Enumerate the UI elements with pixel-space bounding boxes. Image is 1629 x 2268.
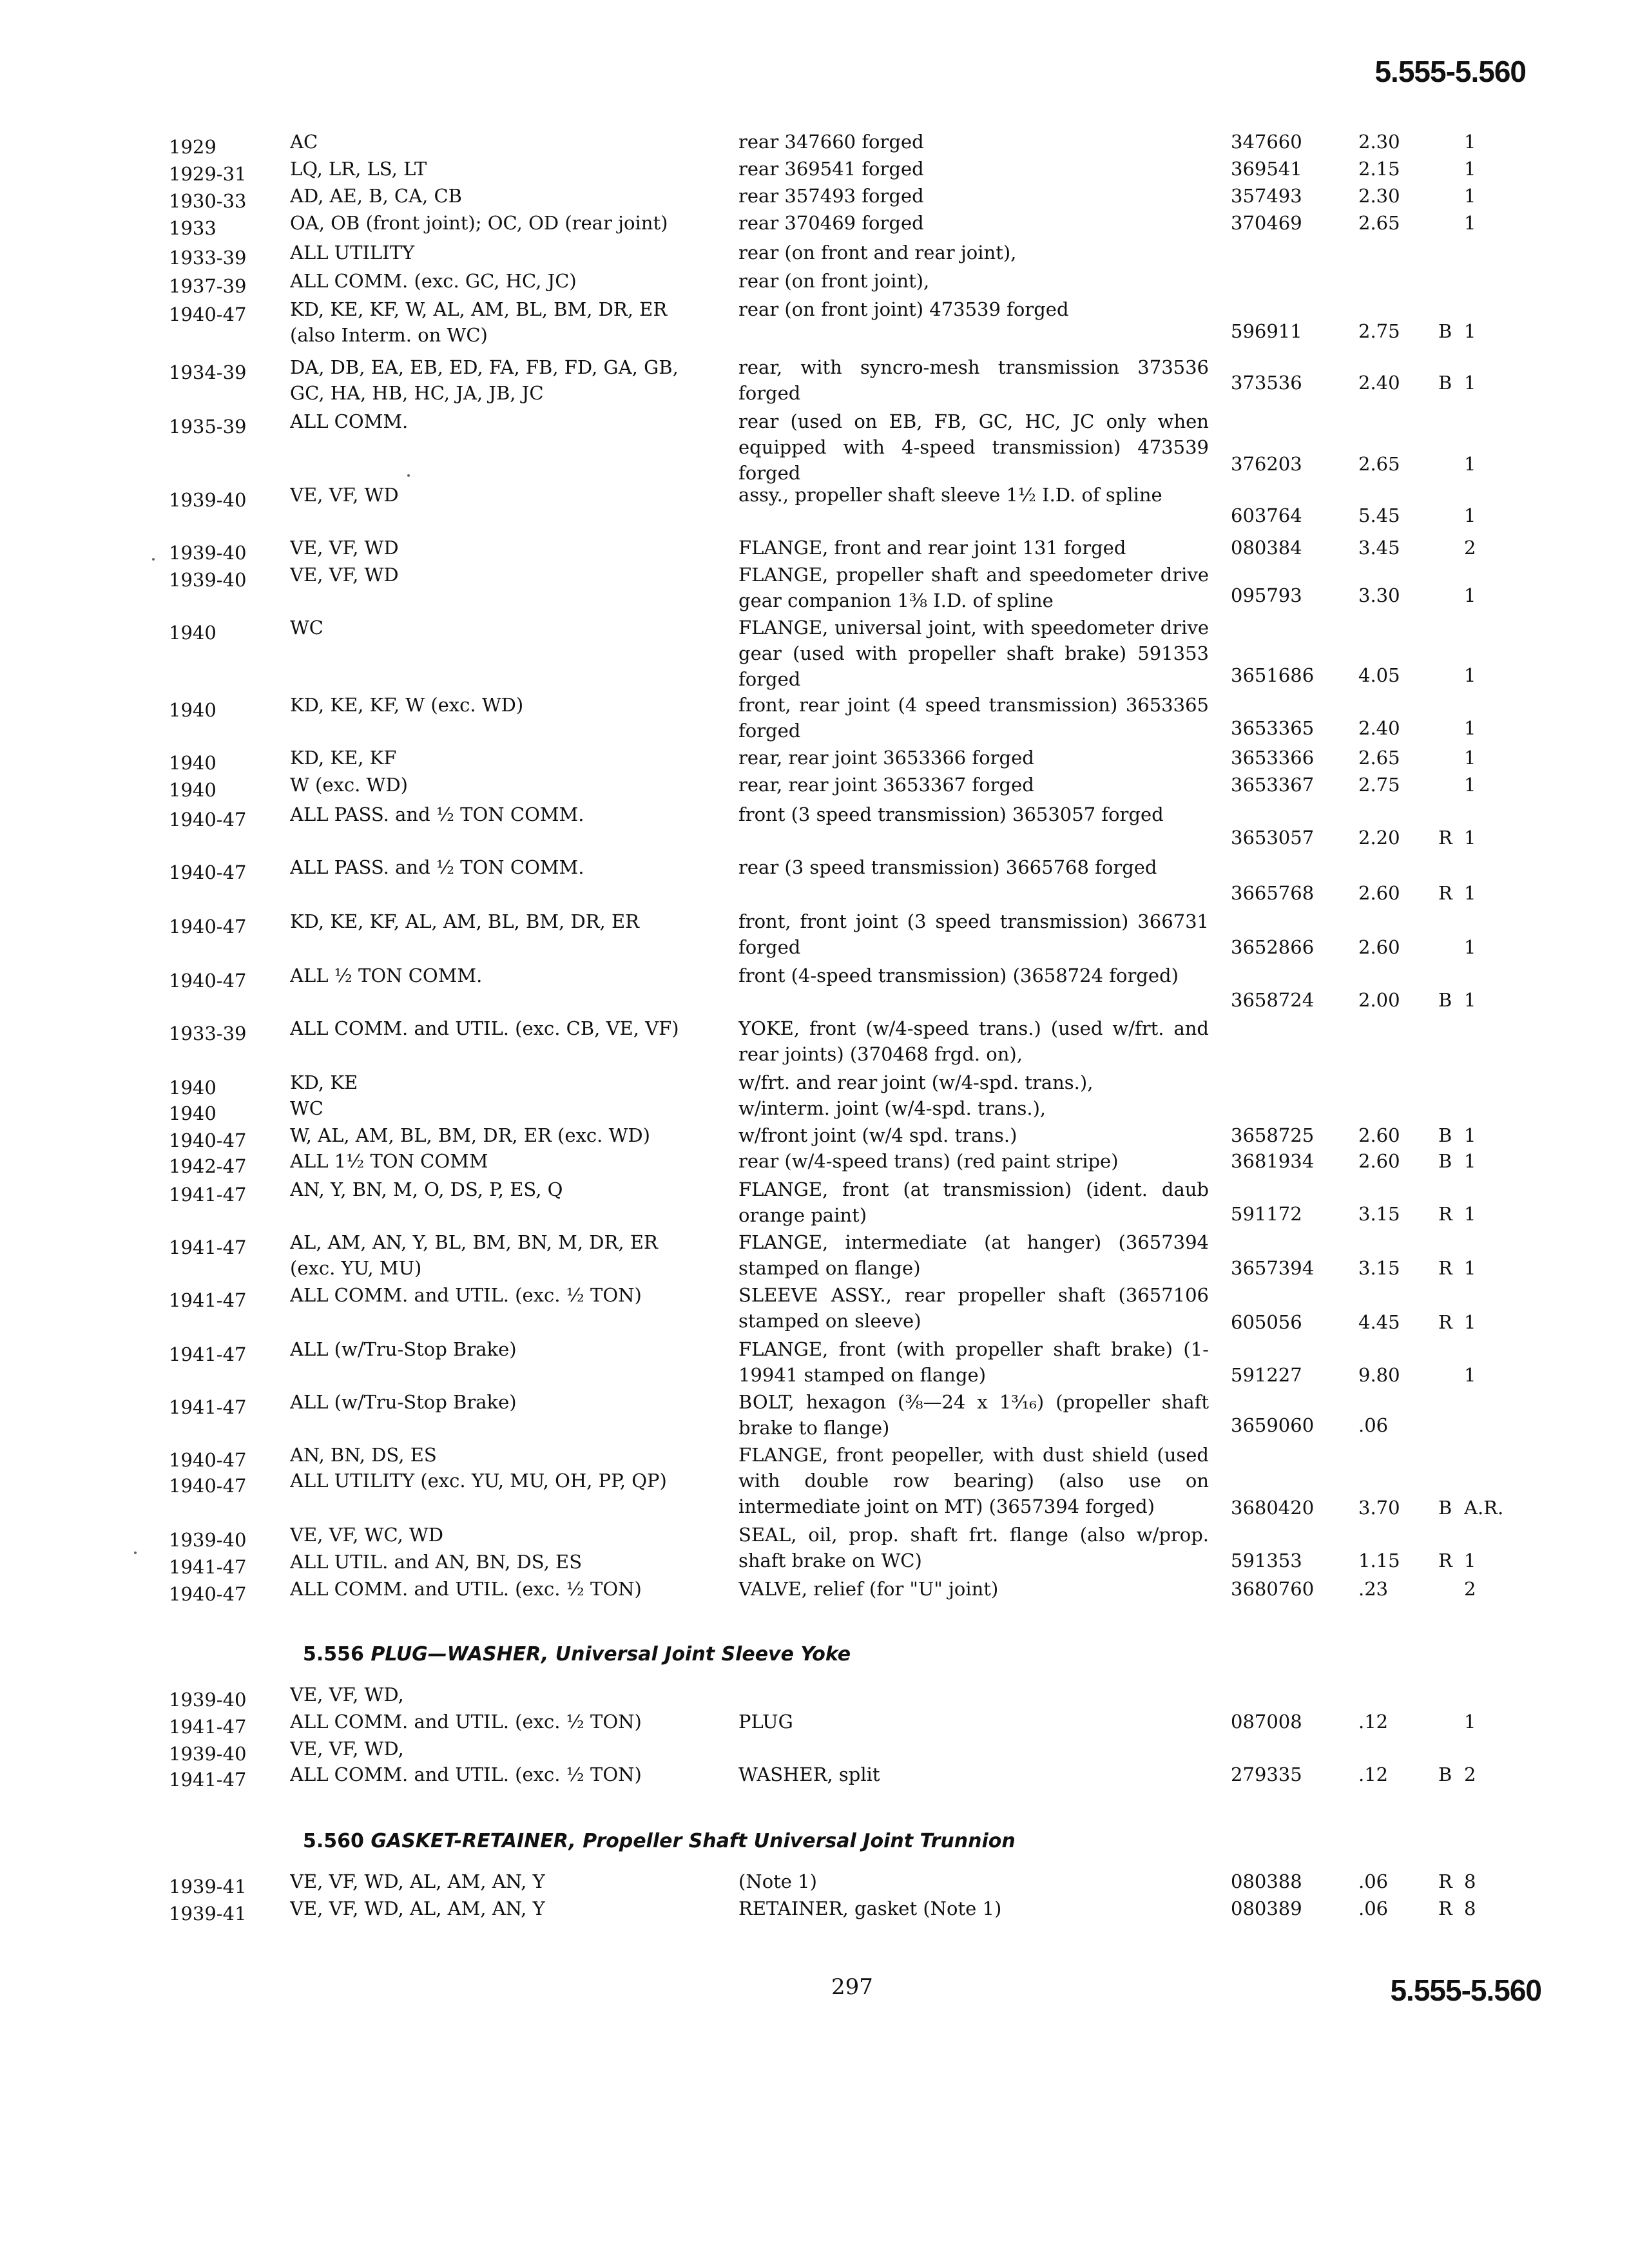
row-price: 2.75 xyxy=(1358,774,1400,796)
row-models: KD, KE, KF, W (exc. WD) xyxy=(290,694,524,716)
row-year: 1940 xyxy=(169,752,217,774)
row-part-number: 373536 xyxy=(1231,372,1302,394)
row-price: 2.30 xyxy=(1358,131,1400,153)
row-year: 1935-39 xyxy=(169,416,247,437)
row-price: 3.30 xyxy=(1358,584,1400,606)
row-models: ALL COMM. xyxy=(290,410,409,432)
row-quantity: 2 xyxy=(1464,1763,1476,1785)
row-quantity: 1 xyxy=(1464,584,1476,606)
row-price: .12 xyxy=(1358,1711,1389,1733)
row-price: 2.40 xyxy=(1358,717,1400,739)
row-description: rear, rear joint 3653366 forged xyxy=(738,747,1034,769)
row-description: SLEEVE ASSY., rear propeller shaft (3657106 stamped on sleeve) xyxy=(738,1284,1209,1332)
row-quantity: 1 xyxy=(1464,185,1476,207)
row-models: OA, OB (front joint); OC, OD (rear joint) xyxy=(290,212,668,234)
row-quantity: 1 xyxy=(1464,1364,1476,1386)
row-description: rear 347660 forged xyxy=(738,131,924,153)
row-part-number: 591172 xyxy=(1231,1203,1302,1225)
row-quantity: 1 xyxy=(1464,1150,1476,1172)
row-price: 2.75 xyxy=(1358,320,1400,342)
row-price: 2.30 xyxy=(1358,185,1400,207)
row-models: WC xyxy=(290,617,323,639)
row-price: 9.80 xyxy=(1358,1364,1400,1386)
row-description: rear 370469 forged xyxy=(738,212,924,234)
row-description: w/front joint (w/4 spd. trans.) xyxy=(738,1124,1017,1146)
row-note: R xyxy=(1438,1550,1452,1571)
row-price: 2.60 xyxy=(1358,936,1400,958)
row-quantity: 1 xyxy=(1464,1257,1476,1279)
row-part-number: 596911 xyxy=(1231,320,1302,342)
row-description: FLANGE, propeller shaft and speedometer drive gear companion 1⅜ I.D. of spline xyxy=(738,564,1209,611)
row-year: 1930-33 xyxy=(169,190,247,212)
row-price: 4.05 xyxy=(1358,664,1400,686)
row-quantity: 1 xyxy=(1464,882,1476,904)
row-description: (Note 1) xyxy=(738,1870,817,1892)
row-models: W, AL, AM, BL, BM, DR, ER (exc. WD) xyxy=(290,1124,650,1146)
row-part-number: 3680420 xyxy=(1231,1497,1315,1519)
row-part-number: 591353 xyxy=(1231,1550,1302,1571)
row-models: ALL (w/Tru-Stop Brake) xyxy=(290,1391,517,1413)
row-part-number: 603764 xyxy=(1231,505,1302,526)
row-description: rear (3 speed transmission) 3665768 forged xyxy=(738,856,1157,878)
row-part-number: 3659060 xyxy=(1231,1414,1315,1436)
row-quantity: 1 xyxy=(1464,372,1476,394)
row-description: front, rear joint (4 speed transmission) 3653365 forged xyxy=(738,694,1209,742)
row-part-number: 3653367 xyxy=(1231,774,1315,796)
row-part-number: 3652866 xyxy=(1231,936,1315,958)
row-price: .06 xyxy=(1358,1898,1389,1919)
row-models: VE, VF, WD, xyxy=(290,1684,404,1706)
row-part-number: 376203 xyxy=(1231,453,1302,475)
row-quantity: 8 xyxy=(1464,1870,1476,1892)
row-description: FLANGE, intermediate (at hanger) (3657394 stamped on flange) xyxy=(738,1231,1209,1279)
section-title-text: GASKET-RETAINER, Propeller Shaft Universal Joint Trunnion xyxy=(371,1830,1016,1852)
row-year: 1942-47 xyxy=(169,1155,247,1177)
row-quantity: 1 xyxy=(1464,320,1476,342)
row-quantity: 1 xyxy=(1464,1550,1476,1571)
row-part-number: 3651686 xyxy=(1231,664,1315,686)
row-quantity: 1 xyxy=(1464,747,1476,769)
row-description: rear (on front and rear joint), xyxy=(738,242,1017,264)
row-year: 1940-47 xyxy=(169,1449,247,1471)
row-quantity: 1 xyxy=(1464,827,1476,849)
row-quantity: A.R. xyxy=(1464,1497,1504,1519)
row-year: 1940-47 xyxy=(169,1583,247,1605)
row-models: AL, AM, AN, Y, BL, BM, BN, M, DR, ER (exc. YU, MU) xyxy=(290,1231,658,1279)
row-models: ALL PASS. and ½ TON COMM. xyxy=(290,856,584,878)
row-year: 1941-47 xyxy=(169,1556,247,1578)
row-description: front (3 speed transmission) 3653057 forged xyxy=(738,803,1164,825)
row-models: KD, KE, KF, AL, AM, BL, BM, DR, ER xyxy=(290,910,639,932)
row-description: rear 369541 forged xyxy=(738,158,924,180)
row-year: 1940 xyxy=(169,1077,217,1099)
row-year: 1939-40 xyxy=(169,569,247,591)
row-models: WC xyxy=(290,1097,323,1119)
section-number: 5.560 xyxy=(303,1830,364,1852)
row-part-number: 3657394 xyxy=(1231,1257,1315,1279)
row-part-number: 605056 xyxy=(1231,1311,1302,1333)
section-heading xyxy=(303,1643,851,1666)
row-price: 2.60 xyxy=(1358,882,1400,904)
row-description: rear, with syncro-mesh transmission 373536 forged xyxy=(738,356,1209,404)
row-price: 2.65 xyxy=(1358,453,1400,475)
row-quantity: 1 xyxy=(1464,1124,1476,1146)
row-models: ALL PASS. and ½ TON COMM. xyxy=(290,803,584,825)
row-quantity: 1 xyxy=(1464,1711,1476,1733)
row-models: ALL COMM. and UTIL. (exc. ½ TON) xyxy=(290,1578,642,1600)
row-year: 1940-47 xyxy=(169,861,247,883)
row-description: w/frt. and rear joint (w/4-spd. trans.), xyxy=(738,1072,1094,1093)
row-year: 1939-40 xyxy=(169,542,247,564)
row-note: R xyxy=(1438,1257,1452,1279)
row-description: SEAL, oil, prop. shaft frt. flange (also w/prop. shaft brake on WC) xyxy=(738,1524,1209,1571)
row-description: rear, rear joint 3653367 forged xyxy=(738,774,1034,796)
row-part-number: 3680760 xyxy=(1231,1578,1315,1600)
row-note: B xyxy=(1438,1763,1452,1785)
row-description: FLANGE, front (at transmission) (ident. daub orange paint) xyxy=(738,1178,1209,1226)
row-note: R xyxy=(1438,1898,1452,1919)
row-price: .06 xyxy=(1358,1870,1389,1892)
row-description: FLANGE, front and rear joint 131 forged xyxy=(738,537,1126,559)
row-part-number: 3681934 xyxy=(1231,1150,1315,1172)
row-part-number: 591227 xyxy=(1231,1364,1302,1386)
row-description: w/interm. joint (w/4-spd. trans.), xyxy=(738,1097,1046,1119)
row-quantity: 1 xyxy=(1464,505,1476,526)
row-year: 1939-40 xyxy=(169,1689,247,1711)
row-description: WASHER, split xyxy=(738,1763,880,1785)
row-price: 5.45 xyxy=(1358,505,1400,526)
row-price: 2.40 xyxy=(1358,372,1400,394)
row-description: front (4-speed transmission) (3658724 forged) xyxy=(738,965,1179,986)
row-year: 1940 xyxy=(169,1102,217,1124)
row-description: FLANGE, front (with propeller shaft brake) (1-19941 stamped on flange) xyxy=(738,1338,1209,1386)
row-part-number: 3653366 xyxy=(1231,747,1315,769)
row-price: 2.60 xyxy=(1358,1124,1400,1146)
row-models: ALL (w/Tru-Stop Brake) xyxy=(290,1338,517,1360)
row-price: .23 xyxy=(1358,1578,1389,1600)
row-note: B xyxy=(1438,320,1452,342)
row-year: 1941-47 xyxy=(169,1236,247,1258)
row-year: 1929 xyxy=(169,136,217,158)
row-models: AC xyxy=(290,131,318,153)
row-year: 1940 xyxy=(169,622,217,644)
row-price: 2.65 xyxy=(1358,212,1400,234)
row-part-number: 080389 xyxy=(1231,1898,1302,1919)
row-description: FLANGE, universal joint, with speedometer drive gear (used with propeller shaft brake) 591353 forged xyxy=(738,617,1209,690)
row-price: 3.45 xyxy=(1358,537,1400,559)
row-models: KD, KE, KF xyxy=(290,747,397,769)
scan-speck xyxy=(407,474,410,477)
row-price: 4.45 xyxy=(1358,1311,1400,1333)
section-number: 5.556 xyxy=(303,1643,364,1666)
row-models: ALL COMM. (exc. GC, HC, JC) xyxy=(290,270,577,292)
row-models: ALL ½ TON COMM. xyxy=(290,965,483,986)
row-note: R xyxy=(1438,1203,1452,1225)
row-price: 3.15 xyxy=(1358,1257,1400,1279)
row-year: 1941-47 xyxy=(169,1716,247,1738)
row-note: R xyxy=(1438,1311,1452,1333)
row-year: 1933-39 xyxy=(169,247,247,269)
section-title-text: PLUG—WASHER, Universal Joint Sleeve Yoke xyxy=(371,1643,851,1666)
row-year: 1941-47 xyxy=(169,1769,247,1791)
row-year: 1937-39 xyxy=(169,275,247,297)
page-number: 297 xyxy=(831,1974,873,2000)
section-heading xyxy=(303,1830,1016,1852)
row-quantity: 1 xyxy=(1464,1203,1476,1225)
row-part-number: 3653057 xyxy=(1231,827,1315,849)
row-models: DA, DB, EA, EB, ED, FA, FB, FD, GA, GB, GC, HA, HB, HC, JA, JB, JC xyxy=(290,356,679,404)
row-year: 1939-41 xyxy=(169,1876,247,1898)
row-price: 2.15 xyxy=(1358,158,1400,180)
row-models: W (exc. WD) xyxy=(290,774,408,796)
row-description: RETAINER, gasket (Note 1) xyxy=(738,1898,1002,1919)
row-price: .12 xyxy=(1358,1763,1389,1785)
row-description: rear (on front joint), xyxy=(738,270,930,292)
row-models: LQ, LR, LS, LT xyxy=(290,158,427,180)
row-models: AN, Y, BN, M, O, DS, P, ES, Q xyxy=(290,1178,563,1200)
row-year: 1940-47 xyxy=(169,303,247,325)
row-quantity: 1 xyxy=(1464,212,1476,234)
row-models: VE, VF, WD xyxy=(290,484,399,506)
page-range-top: 5.555-5.560 xyxy=(1374,55,1526,88)
row-description: VALVE, relief (for "U" joint) xyxy=(738,1578,999,1600)
row-models: VE, VF, WD, AL, AM, AN, Y xyxy=(290,1870,545,1892)
row-quantity: 1 xyxy=(1464,989,1476,1011)
scan-speck xyxy=(134,1552,137,1554)
row-part-number: 080388 xyxy=(1231,1870,1302,1892)
row-note: R xyxy=(1438,882,1452,904)
row-part-number: 279335 xyxy=(1231,1763,1302,1785)
row-note: B xyxy=(1438,372,1452,394)
row-year: 1941-47 xyxy=(169,1343,247,1365)
row-year: 1940 xyxy=(169,779,217,801)
row-year: 1939-40 xyxy=(169,1529,247,1551)
row-models: ALL COMM. and UTIL. (exc. CB, VE, VF) xyxy=(290,1017,679,1039)
row-year: 1929-31 xyxy=(169,163,247,185)
row-models: ALL UTIL. and AN, BN, DS, ES xyxy=(290,1551,583,1573)
row-note: B xyxy=(1438,1150,1452,1172)
row-description: assy., propeller shaft sleeve 1½ I.D. of spline xyxy=(738,484,1162,506)
row-description: rear 357493 forged xyxy=(738,185,924,207)
row-models: VE, VF, WD xyxy=(290,564,399,586)
row-quantity: 1 xyxy=(1464,158,1476,180)
row-note: B xyxy=(1438,1497,1452,1519)
row-part-number: 3665768 xyxy=(1231,882,1315,904)
scan-speck xyxy=(152,558,155,561)
row-year: 1941-47 xyxy=(169,1289,247,1311)
row-part-number: 370469 xyxy=(1231,212,1302,234)
row-models: ALL COMM. and UTIL. (exc. ½ TON) xyxy=(290,1763,642,1785)
row-models: VE, VF, WD xyxy=(290,537,399,559)
row-models: ALL 1½ TON COMM xyxy=(290,1150,488,1172)
row-description: rear (on front joint) 473539 forged xyxy=(738,298,1069,320)
row-quantity: 1 xyxy=(1464,774,1476,796)
row-part-number: 347660 xyxy=(1231,131,1302,153)
row-quantity: 1 xyxy=(1464,717,1476,739)
row-note: R xyxy=(1438,1870,1452,1892)
row-price: 1.15 xyxy=(1358,1550,1400,1571)
row-quantity: 1 xyxy=(1464,1311,1476,1333)
row-description: BOLT, hexagon (⅜—24 x 1³⁄₁₆) (propeller shaft brake to flange) xyxy=(738,1391,1209,1439)
row-models: VE, VF, WC, WD xyxy=(290,1524,443,1546)
row-year: 1940-47 xyxy=(169,970,247,992)
row-year: 1940-47 xyxy=(169,809,247,831)
row-part-number: 3653365 xyxy=(1231,717,1315,739)
row-description: rear (w/4-speed trans) (red paint stripe) xyxy=(738,1150,1119,1172)
row-models: VE, VF, WD, AL, AM, AN, Y xyxy=(290,1898,545,1919)
row-quantity: 1 xyxy=(1464,453,1476,475)
row-part-number: 087008 xyxy=(1231,1711,1302,1733)
row-quantity: 2 xyxy=(1464,537,1476,559)
row-part-number: 369541 xyxy=(1231,158,1302,180)
row-year: 1934-39 xyxy=(169,361,247,383)
row-year: 1940-47 xyxy=(169,1129,247,1151)
row-models: ALL COMM. and UTIL. (exc. ½ TON) xyxy=(290,1711,642,1733)
row-part-number: 080384 xyxy=(1231,537,1302,559)
row-quantity: 1 xyxy=(1464,664,1476,686)
row-year: 1939-40 xyxy=(169,489,247,511)
row-quantity: 8 xyxy=(1464,1898,1476,1919)
row-description: PLUG xyxy=(738,1711,793,1733)
page-range-bottom: 5.555-5.560 xyxy=(1390,1974,1541,2007)
row-description: front, front joint (3 speed transmission) 366731 forged xyxy=(738,910,1209,958)
row-part-number: 3658724 xyxy=(1231,989,1315,1011)
row-year: 1939-40 xyxy=(169,1743,247,1765)
row-models: KD, KE xyxy=(290,1072,358,1093)
row-price: 2.20 xyxy=(1358,827,1400,849)
row-quantity: 2 xyxy=(1464,1578,1476,1600)
row-year: 1933-39 xyxy=(169,1023,247,1044)
row-year: 1940-47 xyxy=(169,916,247,937)
row-models: ALL UTILITY xyxy=(290,242,415,264)
row-year: 1939-41 xyxy=(169,1903,247,1925)
row-models: KD, KE, KF, W, AL, AM, BL, BM, DR, ER (also Interm. on WC) xyxy=(290,298,668,346)
row-price: 2.00 xyxy=(1358,989,1400,1011)
row-price: .06 xyxy=(1358,1414,1389,1436)
row-year: 1933 xyxy=(169,217,217,239)
row-note: R xyxy=(1438,827,1452,849)
row-models: VE, VF, WD, xyxy=(290,1738,404,1760)
row-part-number: 3658725 xyxy=(1231,1124,1315,1146)
row-year: 1940-47 xyxy=(169,1475,247,1497)
row-quantity: 1 xyxy=(1464,936,1476,958)
row-note: B xyxy=(1438,1124,1452,1146)
row-price: 3.70 xyxy=(1358,1497,1400,1519)
row-price: 3.15 xyxy=(1358,1203,1400,1225)
row-year: 1940 xyxy=(169,699,217,721)
row-year: 1941-47 xyxy=(169,1396,247,1418)
row-models: ALL UTILITY (exc. YU, MU, OH, PP, QP) xyxy=(290,1470,667,1492)
row-models: AN, BN, DS, ES xyxy=(290,1444,437,1466)
row-models: ALL COMM. and UTIL. (exc. ½ TON) xyxy=(290,1284,642,1306)
row-part-number: 357493 xyxy=(1231,185,1302,207)
row-year: 1941-47 xyxy=(169,1184,247,1206)
row-note: B xyxy=(1438,989,1452,1011)
row-part-number: 095793 xyxy=(1231,584,1302,606)
row-description: FLANGE, front peopeller, with dust shield (used with double row bearing) (also use on intermediate joint on MT) (3657394 forged) xyxy=(738,1444,1209,1517)
row-price: 2.60 xyxy=(1358,1150,1400,1172)
row-description: rear (used on EB, FB, GC, HC, JC only when equipped with 4-speed transmission) 473539 forged xyxy=(738,410,1209,484)
row-quantity: 1 xyxy=(1464,131,1476,153)
row-models: AD, AE, B, CA, CB xyxy=(290,185,462,207)
row-description: YOKE, front (w/4-speed trans.) (used w/frt. and rear joints) (370468 frgd. on), xyxy=(738,1017,1209,1065)
row-price: 2.65 xyxy=(1358,747,1400,769)
